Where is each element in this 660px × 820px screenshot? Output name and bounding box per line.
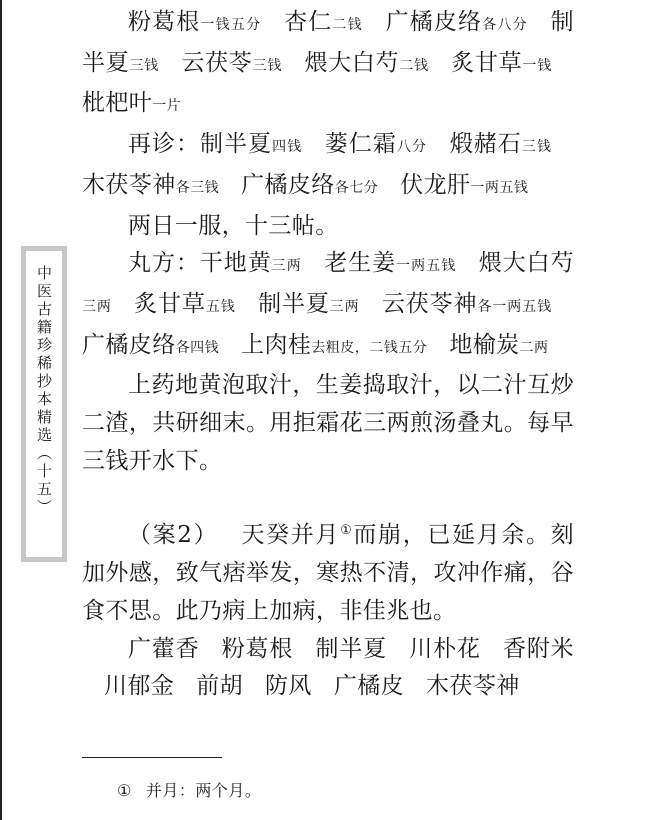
herb-name: 制半夏 xyxy=(200,131,273,158)
herb-name: 干地黄 xyxy=(199,250,272,277)
herb-dose: 一钱 xyxy=(522,57,553,74)
herb-name: 地榆炭 xyxy=(449,331,520,358)
case-text: 而崩，已延月余。刻加外感，致气痞举发，寒热不清，攻冲作痛，谷食不思。此乃病上加病，非佳兆也。 xyxy=(82,522,574,624)
herb-name: 广橘皮络 xyxy=(384,9,483,35)
preparation-instructions: 上药地黄泡取汁，生姜捣取汁，以二汁互炒二渣，共研细末。用拒霜花三两煎汤叠丸。每早三钱开水下。 xyxy=(82,372,574,474)
herb-dose: 三钱 xyxy=(252,57,283,74)
herb-name: 制半夏 xyxy=(257,290,330,317)
footnote-reference[interactable]: ① xyxy=(340,523,354,539)
herb-dose: 一钱五分 xyxy=(200,17,262,33)
herb-dose: 三钱 xyxy=(129,57,160,74)
prescription-2 xyxy=(82,631,574,706)
dosage-note: 两日一服，十三帖。 xyxy=(128,212,339,239)
herb-name: 杏仁 xyxy=(283,9,333,35)
herb-name: 广橘皮 xyxy=(333,673,405,700)
herb-dose: 各四钱 xyxy=(175,339,220,356)
herb-name: 炙甘草 xyxy=(133,290,206,317)
herb-dose: 三两 xyxy=(82,298,112,315)
pill-formula-label: 丸方： xyxy=(128,250,200,277)
series-title-frame xyxy=(26,251,62,557)
prescription-1 xyxy=(82,4,574,126)
herb-name: 川朴花 xyxy=(408,635,481,662)
herb-name: 煅赭石 xyxy=(449,131,522,158)
herb-name: 炙甘草 xyxy=(450,49,523,76)
herb-dose: 去粗皮，二钱五分 xyxy=(311,339,428,356)
herb-dose: 三两 xyxy=(329,298,360,315)
herb-dose: 五钱 xyxy=(205,298,236,315)
herb-dose: 三钱 xyxy=(521,139,552,156)
herb-dose: 各八分 xyxy=(482,17,528,33)
herb-name: 川郁金 xyxy=(104,673,175,700)
series-title: 中医古籍珍稀抄本精选（十五） xyxy=(35,265,53,517)
herb-name: 煨大白芍 xyxy=(304,49,400,76)
herb-name: 制半夏 xyxy=(82,9,575,76)
footnote-text: 并月：两个月。 xyxy=(145,781,262,800)
herb-name: 煨大白芍 xyxy=(478,250,575,277)
herb-name: 粉葛根 xyxy=(221,635,294,662)
herb-name: 云茯苓 xyxy=(181,49,253,76)
herb-name: 云茯苓神 xyxy=(381,290,478,317)
herb-dose: 二钱 xyxy=(332,17,363,33)
page-left-rule xyxy=(0,0,2,820)
herb-name: 枇杷叶 xyxy=(82,90,153,117)
herb-name: 防风 xyxy=(265,673,312,700)
footnote xyxy=(117,781,261,801)
herb-name: 前胡 xyxy=(196,673,244,700)
herb-name: 粉葛根 xyxy=(128,9,201,35)
herb-dose: 二钱 xyxy=(399,57,429,74)
herb-name: 木茯苓神 xyxy=(82,171,176,198)
footnote-divider xyxy=(82,757,222,758)
case-label: （案2） xyxy=(128,522,219,549)
herb-name: 制半夏 xyxy=(315,635,387,662)
main-text xyxy=(82,4,574,706)
revisit-label: 再诊： xyxy=(128,131,201,158)
herb-name: 广藿香 xyxy=(128,635,200,662)
herb-name: 老生姜 xyxy=(323,250,397,277)
herb-name: 香附米 xyxy=(502,635,575,662)
herb-dose: 各三钱 xyxy=(175,179,220,196)
herb-name: 伏龙肝 xyxy=(400,171,471,198)
herb-dose: 三两 xyxy=(271,258,302,275)
herb-dose: 四钱 xyxy=(272,139,303,156)
herb-dose: 一片 xyxy=(152,98,182,115)
series-title-box xyxy=(21,246,67,562)
herb-dose: 一两五钱 xyxy=(470,179,529,196)
footnote-mark: ① xyxy=(117,781,132,800)
herb-dose: 各七分 xyxy=(334,179,379,196)
herb-name: 蒌仁霜 xyxy=(324,131,397,158)
case-2-description xyxy=(82,517,574,630)
pill-formula xyxy=(82,245,574,367)
revisit-prescription xyxy=(82,126,574,207)
herb-name: 上肉桂 xyxy=(241,331,312,358)
herb-name: 木茯苓神 xyxy=(426,673,520,700)
case-text: 天癸并月 xyxy=(240,522,341,549)
herb-dose: 各一两五钱 xyxy=(477,298,553,315)
herb-dose: 一两五钱 xyxy=(396,258,457,275)
herb-dose: 八分 xyxy=(396,139,428,156)
herb-dose: 二两 xyxy=(519,339,549,356)
herb-name: 广橘皮络 xyxy=(82,331,176,358)
herb-name: 广橘皮络 xyxy=(241,171,335,198)
